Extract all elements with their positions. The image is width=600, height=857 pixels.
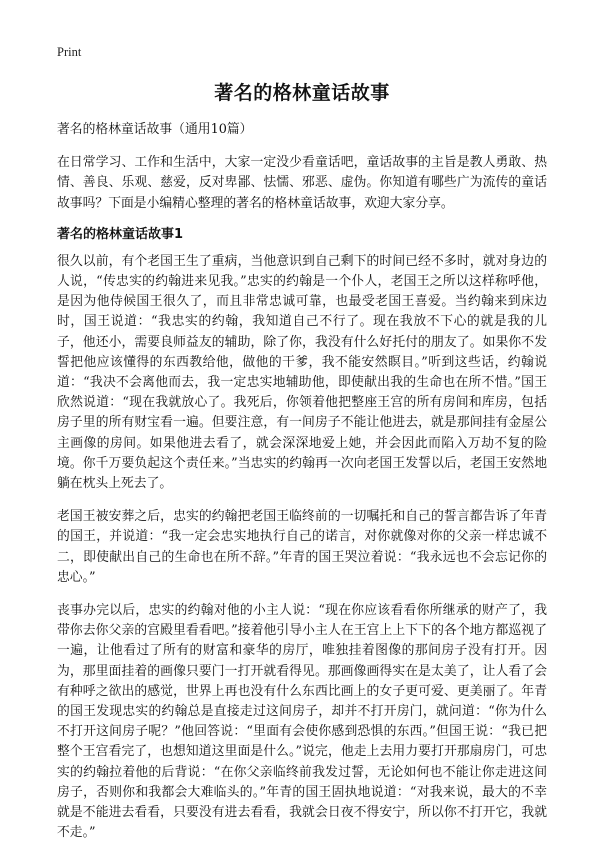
story-paragraph-1: 很久以前，有个老国王生了重病，当他意识到自己剩下的时间已经不多时，就对身边的人说，“传忠实的约翰进来见我。”忠实的约翰是一个仆人，老国王之所以这样称呼他，是因为他侍候国王很久了，而且非常忠诚可靠，也最受老国王喜爱。当约翰来到床边时，国王说道：“我忠实的约翰，我知道自己不行了。现在我放不下心的就是我的儿子，他还小，需要良师益友的辅助，除了你，我没有什么好托付的朋友了。如果你不发誓把他应该懂得的东西教给他，做他的干爹，我不能安然瞑目。”听到这些话，约翰说道：“我决不会离他而去，我一定忠实地辅助他，即使献出我的生命也在所不惜。”国王欣然说道：“现在我就放心了。我死后，你领着他把整座王宫的所有房间和库房，包括房子里的所有财宝看一遍。但要注意，有一间房子不能让他进去，就是那间挂有金屋公主画像的房间。如果他进去看了，就会深深地爱上她，并会因此而陷入万劫不复的险境。你千万要负起这个责任来。”当忠实的约翰再一次向老国王发誓以后，老国王安然地躺在枕头上死去了。: [57, 253, 547, 492]
intro-paragraph: 在日常学习、工作和生活中，大家一定没少看童话吧，童话故事的主旨是教人勇敢、热情、善良、乐观、慈爱，反对卑鄙、怯懦、邪恶、虚伪。你知道有哪些广为流传的童话故事吗？下面是小编精心整理的著名的格林童话故事，欢迎大家分享。: [57, 155, 547, 211]
story-paragraph-2: 老国王被安葬之后，忠实的约翰把老国王临终前的一切嘱托和自己的誓言都告诉了年青的国王，并说道：“我一定会忠实地执行自己的诺言，对你就像对你的父亲一样忠诚不二，即使献出自己的生命也在所不辞。”年青的国王哭泣着说：“我永远也不会忘记你的忠心。”: [57, 509, 547, 585]
print-link[interactable]: Print: [57, 45, 82, 59]
subtitle: 著名的格林童话故事（通用10篇）: [57, 122, 253, 137]
story-paragraph-3: 丧事办完以后，忠实的约翰对他的小主人说：“现在你应该看看你所继承的财产了，我带你去你父亲的宫殿里看看吧。”接着他引导小主人在王宫上上下下的各个地方都巡视了一遍，让他看过了所有的财富和豪华的房厅，唯独挂着图像的那间房子没有打开。因为，那里面挂着的画像只要门一打开就看得见。那画像画得实在是太美了，让人看了会有种呼之欲出的感觉，世界上再也没有什么东西比画上的女子更可爱、更美丽了。年青的国王发现忠实的约翰总是直接走过这间房子，却并不打开房门，就问道：“你为什么不打开这间房子呢？”他回答说：“里面有会使你感到恐惧的东西。”但国王说：“我已把整个王宫看完了，也想知道这里面是什么。”说完，他走上去用力要打开那扇房门，可忠实的约翰拉着他的后背说：“在你父亲临终前我发过誓，无论如何也不能让你走进这间房子，否则你和我都会大难临头的。”年青的国王固执地说道：“对我来说，最大的不幸就是不能进去看看，只要没有进去看看，我就会日夜不得安宁，所以你不打开它，我就不走。”: [57, 603, 547, 841]
section-heading: 著名的格林童话故事1: [57, 226, 184, 242]
document-title: 著名的格林童话故事: [214, 82, 390, 104]
document-body: [57, 120, 547, 857]
